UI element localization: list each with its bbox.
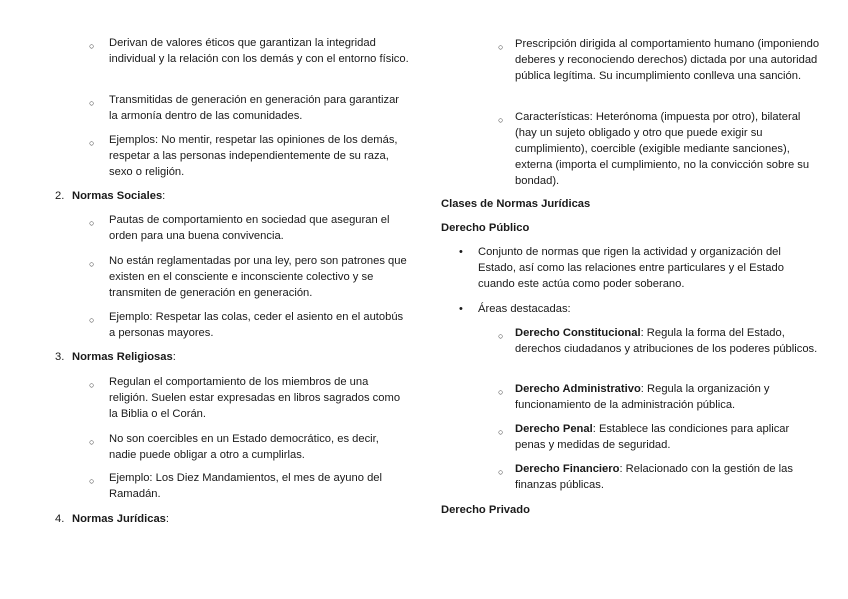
- list-item: Regulan el comportamiento de los miembros de una religión. Suelen estar expresadas en libros sagrados como la Biblia o el Corán.: [109, 376, 401, 420]
- circle-bullet-icon: ○: [498, 467, 504, 477]
- circle-bullet-icon: ○: [498, 42, 504, 52]
- circle-bullet-icon: ○: [498, 427, 504, 437]
- section-number: 4.: [55, 513, 65, 525]
- section-heading: Normas Sociales:: [72, 190, 166, 202]
- clases-heading: Clases de Normas Jurídicas: [441, 198, 591, 210]
- circle-bullet-icon: ○: [89, 98, 95, 108]
- circle-bullet-icon: ○: [498, 331, 504, 341]
- section-heading: Normas Religiosas:: [72, 351, 176, 363]
- publico-heading: Derecho Público: [441, 222, 530, 234]
- list-item: Ejemplo: Los Diez Mandamientos, el mes de ayuno del Ramadán.: [109, 472, 382, 500]
- list-item: Conjunto de normas que rigen la actividad y organización del Estado, así como las relaciones entre particulares y el Estado cuando este actúa como poder soberano.: [478, 246, 784, 290]
- list-item: Prescripción dirigida al comportamiento humano (imponiendo deberes y reconociendo derechos) dictada por una autoridad pública legítima. Su incumplimiento conlleva una sanción.: [515, 38, 820, 82]
- list-item: Ejemplos: No mentir, respetar las opiniones de los demás, respetar a las personas independientemente de su raza, sexo o religión.: [109, 134, 398, 178]
- circle-bullet-icon: ○: [498, 387, 504, 397]
- section-number: 2.: [55, 190, 65, 202]
- circle-bullet-icon: ○: [89, 218, 95, 228]
- list-item: Derecho Financiero: Relacionado con la gestión de las finanzas públicas.: [515, 463, 793, 491]
- circle-bullet-icon: ○: [89, 476, 95, 486]
- list-item: Ejemplo: Respetar las colas, ceder el asiento en el autobús a personas mayores.: [109, 311, 404, 339]
- circle-bullet-icon: ○: [89, 259, 95, 269]
- list-item: Derecho Administrativo: Regula la organización y funcionamiento de la administración pública.: [515, 383, 770, 411]
- privado-heading: Derecho Privado: [441, 504, 530, 516]
- circle-bullet-icon: ○: [498, 115, 504, 125]
- dot-bullet-icon: •: [459, 303, 463, 315]
- list-item: Derecho Constitucional: Regula la forma del Estado, derechos ciudadanos y atribuciones de los poderes públicos.: [515, 327, 818, 355]
- list-item: No están reglamentadas por una ley, pero son patrones que existen en el consciente e inconsciente colectivo y se transmiten de generación en generación.: [109, 255, 407, 299]
- list-item: Áreas destacadas:: [478, 303, 571, 315]
- section-number: 3.: [55, 351, 65, 363]
- dot-bullet-icon: •: [459, 246, 463, 258]
- circle-bullet-icon: ○: [89, 437, 95, 447]
- section-heading: Normas Jurídicas:: [72, 513, 170, 525]
- list-item: No son coercibles en un Estado democrático, es decir, nadie puede obligar a otro a cumplirlas.: [109, 433, 379, 461]
- list-item: Transmitidas de generación en generación para garantizar la armonía dentro de las comunidades.: [109, 94, 400, 122]
- list-item: Derivan de valores éticos que garantizan la integridad individual y la relación con los demás y con el entorno físico.: [109, 37, 409, 65]
- circle-bullet-icon: ○: [89, 315, 95, 325]
- list-item: Pautas de comportamiento en sociedad que aseguran el orden para una buena convivencia.: [109, 214, 390, 242]
- circle-bullet-icon: ○: [89, 41, 95, 51]
- circle-bullet-icon: ○: [89, 380, 95, 390]
- circle-bullet-icon: ○: [89, 138, 95, 148]
- list-item: Características: Heterónoma (impuesta por otro), bilateral (hay un sujeto obligado y otro que puede exigir su cumplimiento), coercible (exigible mediante sanciones), externa (importa el cumplimiento, no la convicción sobre su bondad).: [515, 111, 810, 187]
- list-item: Derecho Penal: Establece las condiciones para aplicar penas y medidas de seguridad.: [515, 423, 790, 451]
